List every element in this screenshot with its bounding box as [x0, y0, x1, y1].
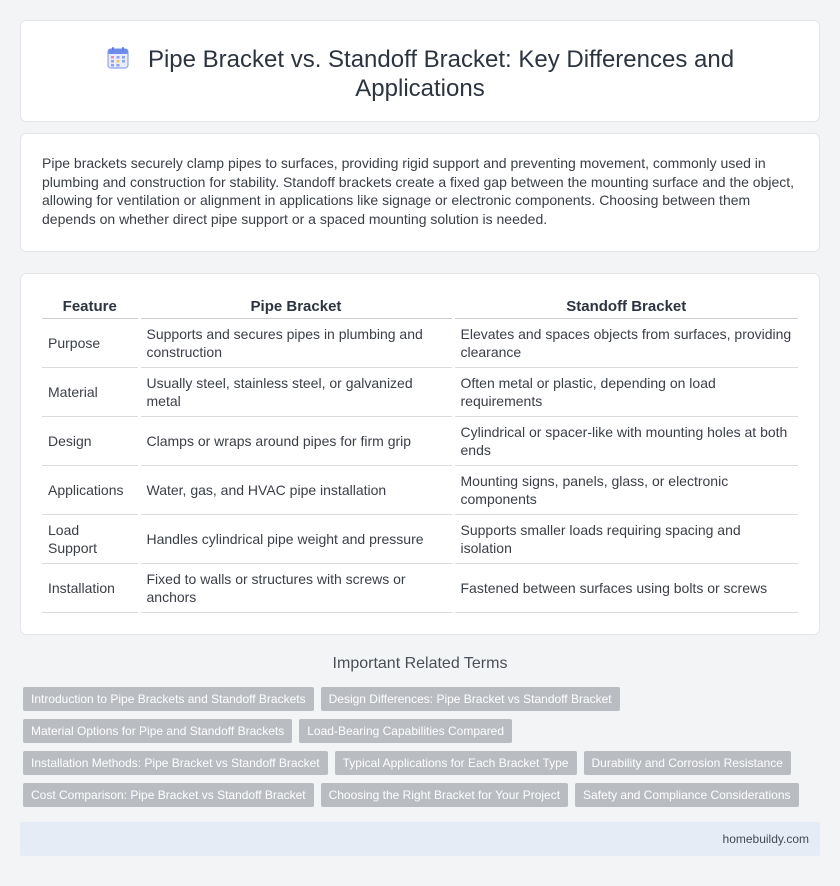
related-terms-list — [23, 687, 823, 815]
standoff-bracket-cell: Supports smaller loads requiring spacing and isolation — [453, 514, 798, 563]
table-row — [42, 367, 798, 416]
column-header-feature: Feature — [42, 296, 139, 318]
page-title — [21, 45, 819, 103]
pipe-bracket-cell: Supports and secures pipes in plumbing and construction — [139, 318, 453, 367]
column-header-pipe-bracket: Pipe Bracket — [139, 296, 453, 318]
related-term-tag[interactable]: Safety and Compliance Considerations — [575, 783, 798, 807]
row-feature-cell: Applications — [42, 465, 139, 514]
tag-row — [23, 719, 823, 743]
tag-row — [23, 687, 823, 711]
pipe-bracket-cell: Clamps or wraps around pipes for firm grip — [139, 416, 453, 465]
column-header-standoff-bracket: Standoff Bracket — [453, 296, 798, 318]
related-terms-heading: Important Related Terms — [332, 655, 508, 672]
related-term-tag[interactable]: Cost Comparison: Pipe Bracket vs Standoff Bracket — [23, 783, 314, 807]
pipe-bracket-cell: Fixed to walls or structures with screws or anchors — [139, 563, 453, 612]
tag-row — [23, 751, 823, 775]
header-card — [20, 20, 820, 122]
related-term-tag[interactable]: Durability and Corrosion Resistance — [584, 751, 791, 775]
standoff-bracket-cell: Fastened between surfaces using bolts or screws — [453, 563, 798, 612]
pipe-bracket-cell: Water, gas, and HVAC pipe installation — [139, 465, 453, 514]
pipe-bracket-cell: Handles cylindrical pipe weight and pressure — [139, 514, 453, 563]
related-term-tag[interactable]: Introduction to Pipe Brackets and Standoff Brackets — [23, 687, 314, 711]
comparison-table-card — [20, 273, 820, 635]
row-feature-cell: Purpose — [42, 318, 139, 367]
row-feature-cell: Design — [42, 416, 139, 465]
footer-site-link[interactable]: homebuildy.com — [722, 832, 809, 846]
table-header-row — [42, 296, 798, 318]
table-row — [42, 514, 798, 563]
related-term-tag[interactable]: Typical Applications for Each Bracket Type — [335, 751, 577, 775]
related-term-tag[interactable]: Choosing the Right Bracket for Your Project — [321, 783, 568, 807]
table-row — [42, 318, 798, 367]
pipe-bracket-cell: Usually steel, stainless steel, or galvanized metal — [139, 367, 453, 416]
row-feature-cell: Load Support — [42, 514, 139, 563]
intro-paragraph: Pipe brackets securely clamp pipes to surfaces, providing rigid support and preventing movement, commonly used in plumbing and construction for stability. Standoff brackets create a fixed gap between the mounting surface and the object, allowing for ventilation or alignment in applications like signage or electronic components. Choosing between them depends on whether direct pipe support or a spaced mounting solution is needed. — [42, 155, 795, 228]
calendar-icon — [106, 46, 130, 70]
table-row — [42, 563, 798, 612]
intro-card — [20, 133, 820, 252]
footer — [20, 822, 820, 856]
table-row — [42, 416, 798, 465]
standoff-bracket-cell: Cylindrical or spacer-like with mounting holes at both ends — [453, 416, 798, 465]
standoff-bracket-cell: Often metal or plastic, depending on load requirements — [453, 367, 798, 416]
tag-row — [23, 783, 823, 807]
comparison-table — [42, 296, 798, 613]
related-term-tag[interactable]: Load-Bearing Capabilities Compared — [299, 719, 512, 743]
standoff-bracket-cell: Mounting signs, panels, glass, or electronic components — [453, 465, 798, 514]
related-term-tag[interactable]: Installation Methods: Pipe Bracket vs Standoff Bracket — [23, 751, 328, 775]
row-feature-cell: Material — [42, 367, 139, 416]
related-term-tag[interactable]: Design Differences: Pipe Bracket vs Standoff Bracket — [321, 687, 620, 711]
related-term-tag[interactable]: Material Options for Pipe and Standoff Brackets — [23, 719, 292, 743]
page-title-text: Pipe Bracket vs. Standoff Bracket: Key Differences and Applications — [147, 46, 735, 102]
row-feature-cell: Installation — [42, 563, 139, 612]
table-row — [42, 465, 798, 514]
standoff-bracket-cell: Elevates and spaces objects from surfaces, providing clearance — [453, 318, 798, 367]
